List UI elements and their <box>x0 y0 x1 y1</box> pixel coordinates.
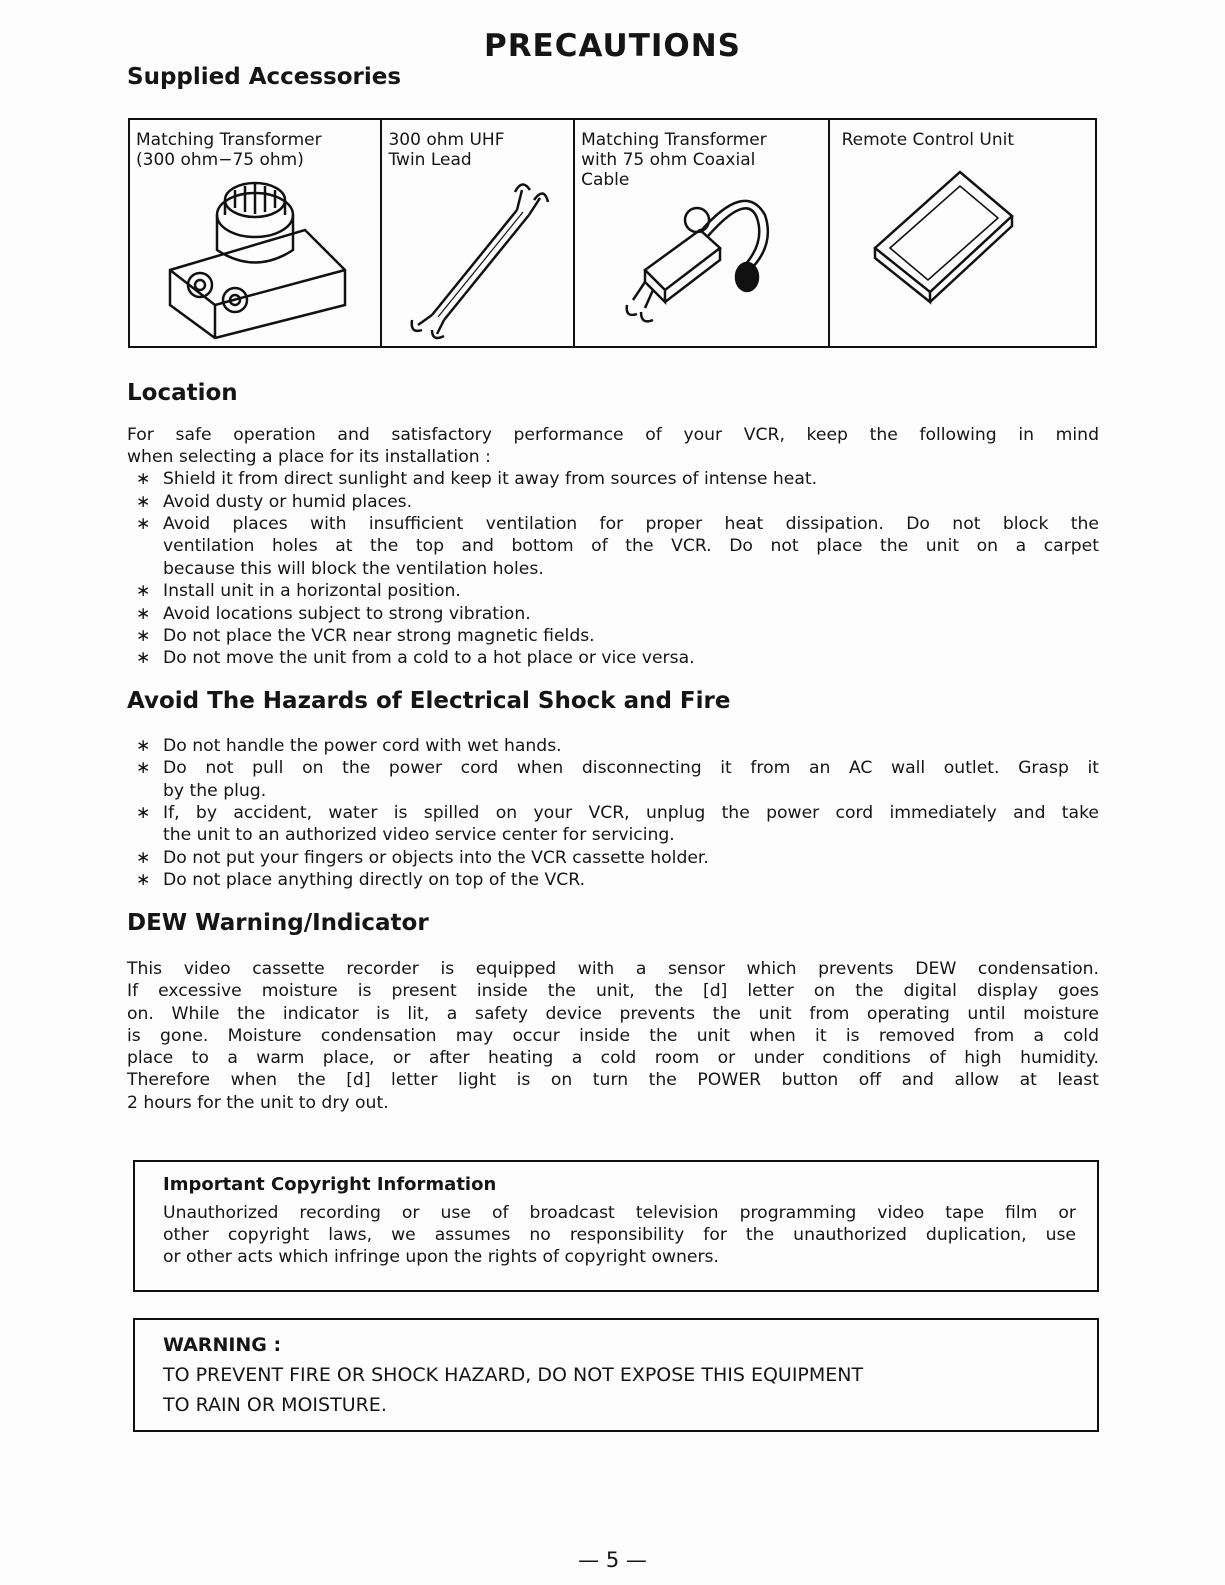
warning-box <box>133 1318 1099 1432</box>
location-bullet: Avoid dusty or humid places. <box>163 492 413 512</box>
location-bullet: Do not move the unit from a cold to a hot place or vice versa. <box>163 648 695 668</box>
accessories-table <box>128 118 1097 348</box>
hazard-bullet: Do not handle the power cord with wet hands. <box>163 736 562 756</box>
warning-text-line1: TO PREVENT FIRE OR SHOCK HAZARD, DO NOT EXPOSE THIS EQUIPMENT <box>163 1364 864 1386</box>
copyright-text: Unauthorized recording or use of broadcast television programming video tape film or other copyright laws, we assumes no responsibility for the unauthorized duplication, use <box>163 1203 1076 1246</box>
page-number: — 5 — <box>578 1548 647 1572</box>
location-bullet: Avoid locations subject to strong vibration. <box>163 604 531 624</box>
hazard-bullet: Do not put your fingers or objects into the VCR cassette holder. <box>163 848 709 868</box>
hazard-bullet: If, by accident, water is spilled on your VCR, unplug the power cord immediately and take <box>163 803 1099 823</box>
location-bullet: Shield it from direct sunlight and keep it away from sources of intense heat. <box>163 469 818 489</box>
location-intro: For safe operation and satisfactory performance of your VCR, keep the following in mind <box>127 425 1099 445</box>
twin-lead-illustration <box>382 120 575 348</box>
warning-text-line2: TO RAIN OR MOISTURE. <box>163 1394 387 1416</box>
supplied-accessories-heading: Supplied Accessories <box>127 64 402 90</box>
location-bullet: Avoid places with insufficient ventilation for proper heat dissipation. Do not block the ventilation holes at the top and bottom of the VCR. Do not place the unit on a carpet <box>163 514 1099 557</box>
bullet-glyph: ∗ <box>136 469 151 489</box>
dew-paragraph: This video cassette recorder is equipped with a sensor which prevents DEW condensation. If excessive moisture is present inside the unit, the [d] letter on the digital display goes on. While the indicator is lit, a safety device prevents the unit from operating until moisture is gone. Moisture condensation may occur inside the unit when it is removed from a cold place to a warm place, or after heating a cold room or under conditions of high humidity. Therefore when the [d] letter light is on turn the POWER button off and allow at least <box>127 959 1099 1091</box>
copyright-heading: Important Copyright Information <box>163 1174 497 1195</box>
location-bullet: Install unit in a horizontal position. <box>163 581 461 601</box>
dew-heading: DEW Warning/Indicator <box>127 910 429 936</box>
page-title: PRECAUTIONS <box>483 28 742 64</box>
copyright-box: Important Copyright Information Unauthorized recording or use of broadcast television programming video tape film or other copyright laws, we assumes no responsibility for the unauthorized duplication, use or other acts which infringe upon the rights of copyright owners. <box>133 1160 1099 1292</box>
warning-label: WARNING : <box>163 1334 282 1356</box>
location-heading: Location <box>127 380 238 406</box>
hazards-heading: Avoid The Hazards of Electrical Shock and Fire <box>127 688 731 714</box>
accessory-uhf-twin-lead: 300 ohm UHF Twin Lead <box>382 120 575 346</box>
coaxial-transformer-illustration <box>575 120 830 348</box>
accessory-matching-transformer-300-75: Matching Transformer (300 ohm−75 ohm) <box>130 120 382 346</box>
accessory-matching-transformer-coaxial: Matching Transformer with 75 ohm Coaxial Cable <box>575 120 829 346</box>
location-bullet: Do not place the VCR near strong magnetic fields. <box>163 626 595 646</box>
matching-transformer-illustration <box>130 120 383 348</box>
hazard-bullet: Do not place anything directly on top of the VCR. <box>163 870 586 890</box>
accessory-remote-control: Remote Control Unit <box>830 120 1095 346</box>
remote-control-illustration <box>830 120 1096 348</box>
manual-page: PRECAUTIONS Supplied Accessories Matching Transformer (300 ohm−75 ohm) 300 ohm UHF Twin Lead Matching Transformer with 75 ohm Coaxial Cable Remote Control Unit Location For safe operation and satisfactory performance of your VCR, keep the following in mind when selecting a place for its installation : ∗ Shield it from direct sunlight and keep it away from sources of intense heat. ∗ Avoid dusty or humid places. ∗ Avoid places with insufficient ventilation for proper heat dissipation. Do not block the ventilation holes at the top and bottom of the VCR. Do not place the unit on a carpet because this will block the ventilation holes. ∗ Install unit in a horizontal position. ∗ Avoid locations subject to strong vibration. ∗ Do not place the VCR near strong magnetic fields. ∗ Do not move the unit from a cold to a hot place or vice versa. Avoid The Hazards of Electrical Shock and Fire ∗ Do not handle the power cord with wet hands. ∗ Do not pull on the power cord when disconnecting it from an AC wall outlet. Grasp it by the plug. ∗ If, by accident, water is spilled on your VCR, unplug the power cord immediately and take the unit to an authorized video service center for servicing. ∗ Do not put your fingers or objects into the VCR cassette holder. ∗ Do not place anything directly on top of the VCR. DEW Warning/Indicator This video cassette recorder is equipped with a sensor which prevents DEW condensation. If excessive moisture is present inside the unit, the [d] letter on the digital display goes on. While the indicator is lit, a safety device prevents the unit from operating until moisture is gone. Moisture condensation may occur inside the unit when it is removed from a cold place to a warm place, or after heating a cold room or under conditions of high humidity. Therefore when the [d] letter light is on turn the POWER button off and allow at least 2 hours for the unit to dry out. Important Copyright Information Unauthorized recording or use of broadcast television programming video tape film or other copyright laws, we assumes no responsibility for the unauthorized duplication, use or other acts which infringe upon the rights of copyright owners. WARNING : TO PREVENT FIRE OR SHOCK HAZARD, DO NOT EXPOSE THIS EQUIPMENT TO RAIN OR MOISTURE. — 5 — <box>0 0 1225 1585</box>
hazard-bullet: Do not pull on the power cord when disconnecting it from an AC wall outlet. Grasp it <box>163 758 1099 778</box>
